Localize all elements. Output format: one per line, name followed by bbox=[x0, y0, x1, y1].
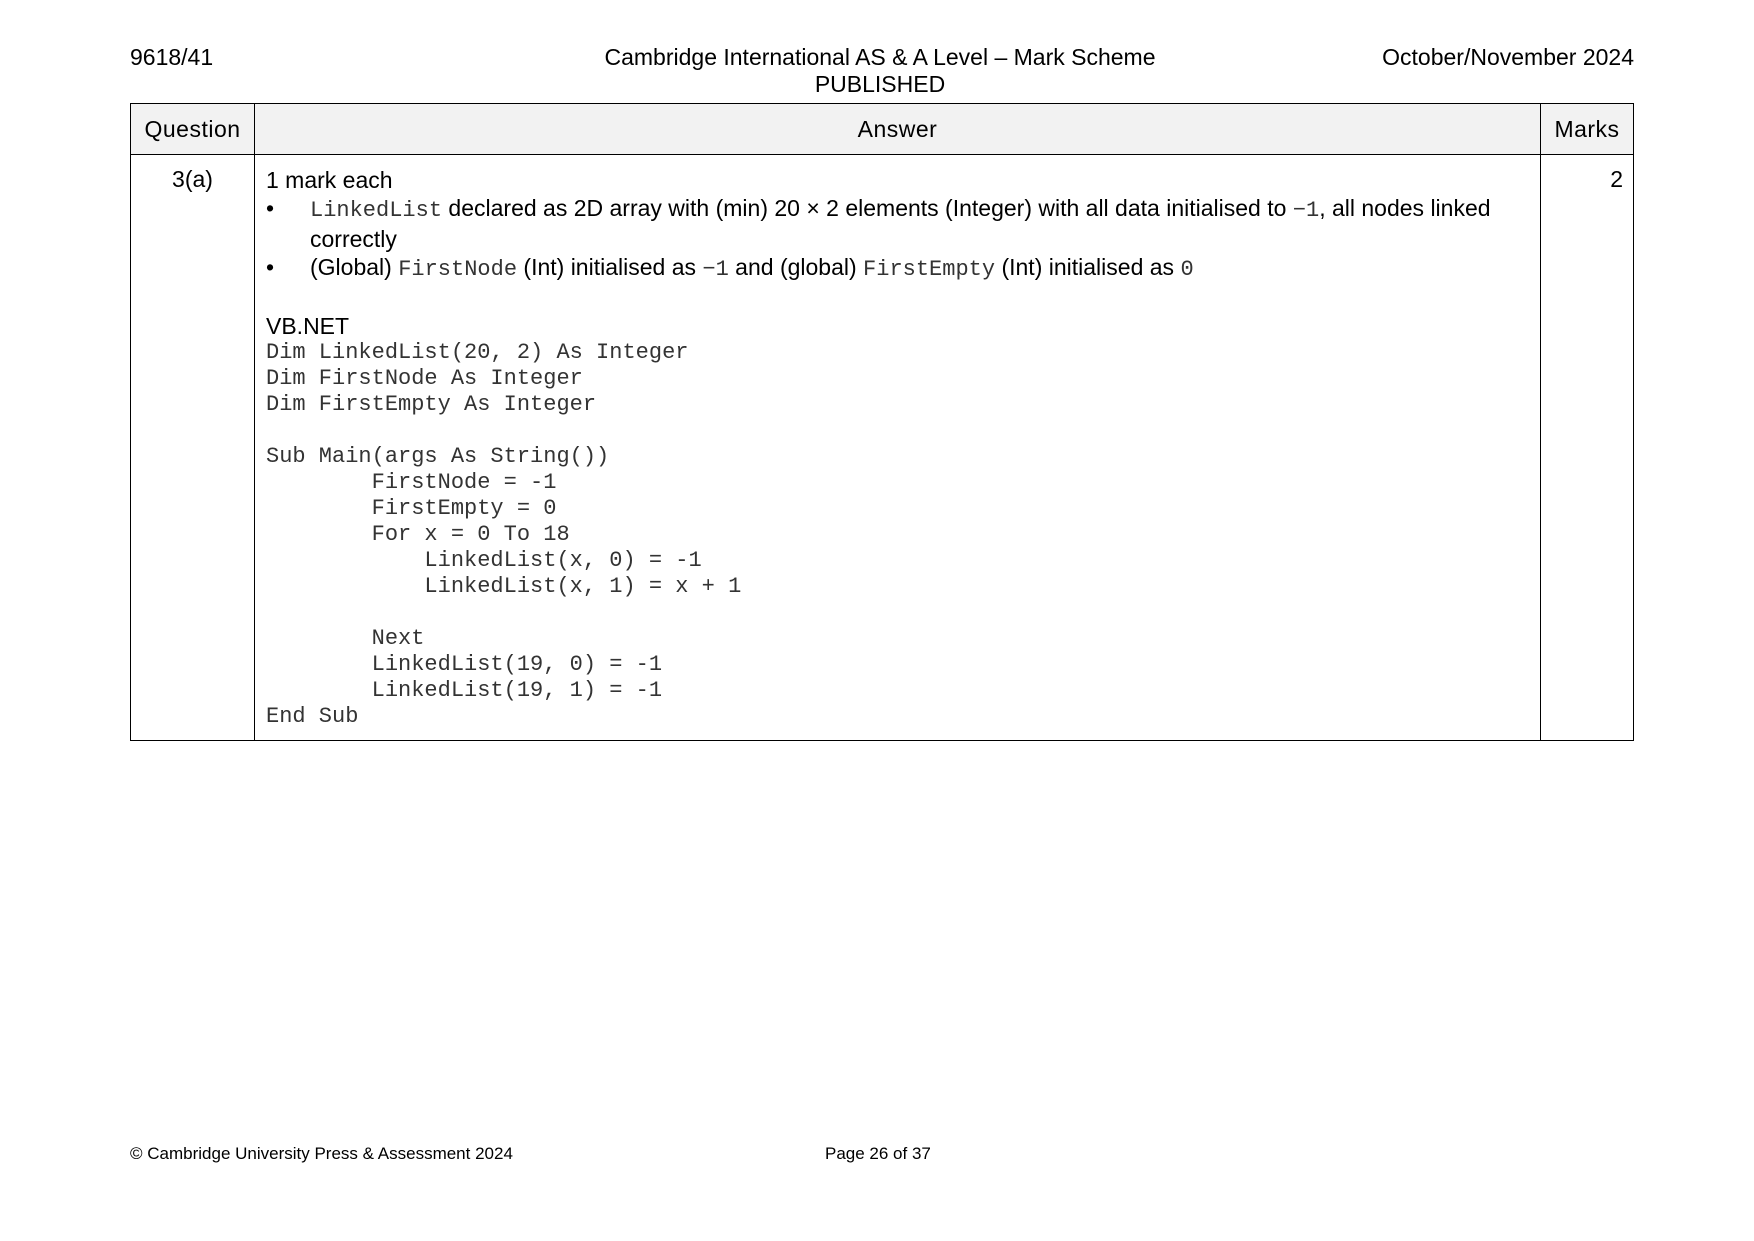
marking-points bbox=[266, 194, 1530, 284]
exam-session: October/November 2024 bbox=[1382, 44, 1634, 70]
bullet-icon: • bbox=[266, 254, 275, 280]
paper-code: 9618/41 bbox=[130, 44, 214, 70]
document-status: PUBLISHED bbox=[814, 71, 946, 97]
code-term: −1 bbox=[1292, 198, 1320, 223]
question-number: 3(a) bbox=[131, 155, 255, 741]
table-header-row bbox=[131, 104, 1634, 155]
marking-intro: 1 mark each bbox=[266, 167, 393, 193]
code-term: −1 bbox=[702, 257, 729, 282]
table-row bbox=[131, 155, 1634, 741]
document-title-block bbox=[530, 44, 1230, 98]
code-term: FirstNode bbox=[398, 257, 518, 282]
code-listing: Dim LinkedList(20, 2) As Integer Dim FirstNode As Integer Dim FirstEmpty As Integer Sub Main(args As String()) FirstNode = -1 FirstEmpty = 0 For x = 0 To 18 LinkedList(x, 0) = -1 LinkedList(x, 1) = x + 1 Next LinkedList(19, 0) = -1 LinkedList(19, 1) = -1 End Sub bbox=[266, 340, 742, 729]
question-column-header: Question bbox=[131, 104, 255, 155]
point-text: (Global) bbox=[310, 254, 399, 280]
answer-column-header: Answer bbox=[255, 104, 1541, 155]
document-title: Cambridge International AS & A Level – Mark Scheme bbox=[604, 44, 1156, 70]
page-number: Page 26 of 37 bbox=[825, 1144, 931, 1163]
marks-value: 2 bbox=[1541, 155, 1634, 741]
bullet-icon: • bbox=[266, 195, 275, 221]
marks-column-header: Marks bbox=[1541, 104, 1634, 155]
copyright-notice: © Cambridge University Press & Assessment 2024 bbox=[130, 1144, 513, 1163]
code-term: FirstEmpty bbox=[863, 257, 996, 282]
code-term: 0 bbox=[1180, 257, 1194, 282]
code-term: LinkedList bbox=[310, 198, 443, 223]
point-text: (Int) initialised as bbox=[517, 254, 703, 280]
point-text: (Int) initialised as bbox=[995, 254, 1181, 280]
point-text: and (global) bbox=[728, 254, 864, 280]
language-label: VB.NET bbox=[266, 313, 350, 339]
point-text: declared as 2D array with (min) 20 × 2 elements (Integer) with all data initialised to bbox=[442, 195, 1293, 221]
answer-cell bbox=[255, 155, 1541, 741]
marking-point bbox=[266, 194, 1530, 253]
point-text: , all nodes linked correctly bbox=[310, 195, 1491, 252]
mark-scheme-table bbox=[130, 103, 1634, 741]
marking-point bbox=[266, 253, 1530, 284]
